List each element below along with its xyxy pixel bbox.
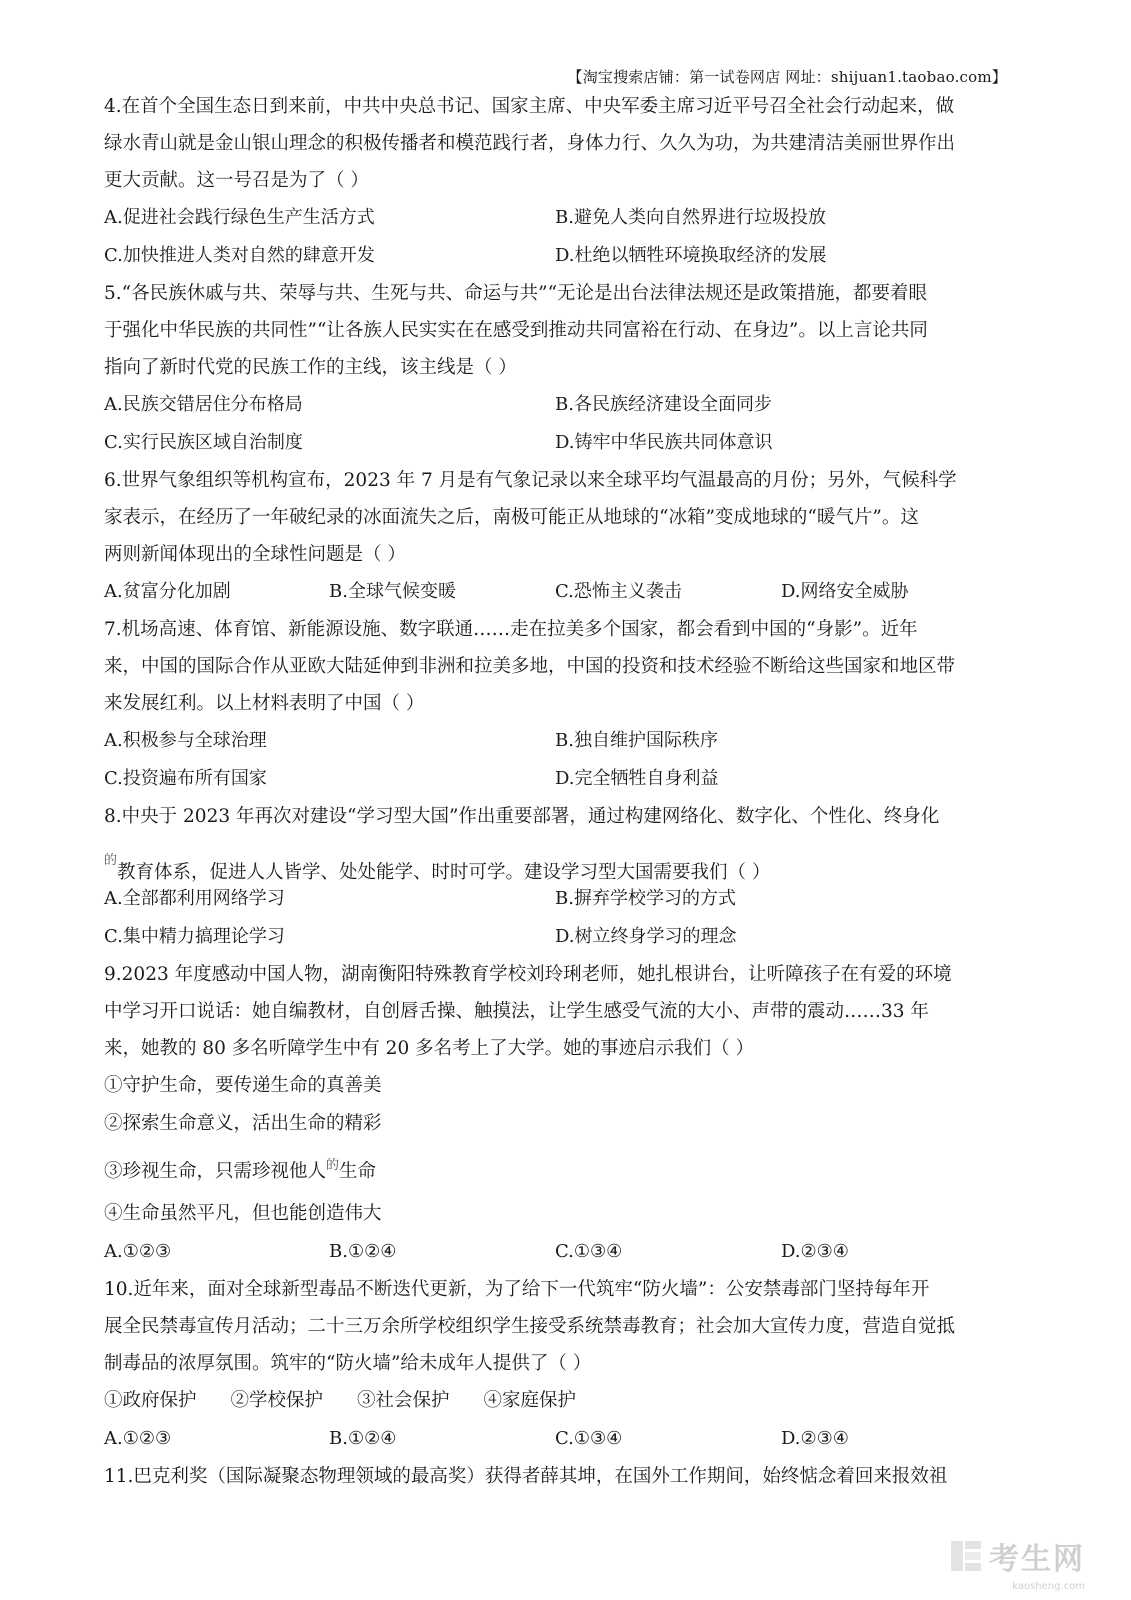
question-stem-line: 7.机场高速、体育馆、新能源设施、数字联通……走在拉美多个国家，都会看到中国的“身影”。近年 [104, 619, 918, 640]
option-b: B.全球气候变暖 [329, 581, 456, 602]
stray-char: 的 [326, 1158, 340, 1173]
question-stem-line: 展全民禁毒宣传月活动；二十三万余所学校组织学生接受系统禁毒教育；社会加大宣传力度，营造自觉抵 [104, 1316, 956, 1337]
question-stem-line: 制毒品的浓厚氛围。筑牢的“防火墙”给未成年人提供了（ ） [104, 1353, 592, 1374]
question-stem-line: 于强化中华民族的共同性”“让各族人民实实在在感受到推动共同富裕在行动、在身边”。以上言论共同 [104, 320, 928, 341]
options-row [104, 760, 1034, 798]
question-4 [104, 88, 1034, 199]
question-stem-line: 4.在首个全国生态日到来前，中共中央总书记、国家主席、中央军委主席习近平号召全社会行动起来，做 [104, 96, 955, 117]
stray-char: 的 [104, 853, 118, 868]
watermark-url: kaosheng.com [1012, 1581, 1085, 1592]
exam-content [104, 88, 1034, 1495]
option-d: D.②③④ [781, 1428, 849, 1449]
option-d: D.网络安全威胁 [781, 581, 909, 602]
option-c: C.集中精力搞理论学习 [104, 926, 285, 947]
option-d: D.铸牢中华民族共同体意识 [555, 432, 773, 453]
statement-item [104, 1143, 1034, 1195]
option-b: B.①②④ [329, 1241, 397, 1262]
option-a: A.积极参与全球治理 [104, 730, 267, 751]
option-d: D.②③④ [781, 1241, 849, 1262]
question-stem-line: 家表示，在经历了一年破纪录的冰面流失之后，南极可能正从地球的“冰箱”变成地球的“暖气片”。这 [104, 507, 919, 528]
question-stem-line: 6.世界气象组织等机构宣布，2023 年 7 月是有气象记录以来全球平均气温最高的月份；另外，气候科学 [104, 470, 957, 491]
question-stem-line: 指向了新时代党的民族工作的主线，该主线是（ ） [104, 357, 517, 378]
statement-item: ①政府保护 [104, 1390, 197, 1411]
option-b: B.各民族经济建设全面同步 [555, 394, 772, 415]
statement-item: ③社会保护 [357, 1390, 450, 1411]
question-8 [104, 798, 1034, 883]
question-7 [104, 611, 1034, 722]
option-c: C.①③④ [555, 1428, 623, 1449]
statement-text: 生命 [339, 1161, 377, 1182]
option-a: A.促进社会践行绿色生产生活方式 [104, 207, 375, 228]
options-row [104, 1233, 1034, 1271]
statement-item: ④生命虽然平凡，但也能创造伟大 [104, 1203, 382, 1224]
question-5 [104, 275, 1034, 386]
question-stem-line: 中学习开口说话：她自编教材，自创唇舌操、触摸法，让学生感受气流的大小、声带的震动……33 年 [104, 1001, 929, 1022]
option-c: C.实行民族区域自治制度 [104, 432, 303, 453]
option-b: B.独自维护国际秩序 [555, 730, 718, 751]
question-11 [104, 1458, 1034, 1495]
option-c: C.恐怖主义袭击 [555, 581, 682, 602]
question-stem-line: 5.“各民族休戚与共、荣辱与共、生死与共、命运与共”“无论是出台法律法规还是政策措施，都要着眼 [104, 283, 928, 304]
question-stem-line: 11.巴克利奖（国际凝聚态物理领域的最高奖）获得者薛其坤，在国外工作期间，始终惦念着回来报效祖 [104, 1466, 948, 1487]
option-a: A.贫富分化加剧 [104, 581, 231, 602]
question-stem-line: 10.近年来，面对全球新型毒品不断迭代更新，为了给下一代筑牢“防火墙”：公安禁毒部门坚持每年开 [104, 1279, 930, 1300]
watermark-logo [949, 1534, 1085, 1592]
options-row [104, 880, 1034, 918]
options-row [104, 237, 1034, 275]
question-stem-line: 9.2023 年度感动中国人物，湖南衡阳特殊教育学校刘玲琍老师，她扎根讲台，让听障孩子在有爱的环境 [104, 964, 952, 985]
statement-item: ④家庭保护 [483, 1390, 577, 1411]
options-row [104, 573, 1034, 611]
question-10 [104, 1271, 1034, 1382]
watermark-text: 考生网 [989, 1542, 1085, 1577]
statement-item: ②学校保护 [230, 1390, 324, 1411]
option-d: D.树立终身学习的理念 [555, 926, 737, 947]
question-stem-line: 来，她教的 80 多名听障学生中有 20 多名考上了大学。她的事迹启示我们（ ） [104, 1038, 754, 1059]
question-stem-line: 绿水青山就是金山银山理念的积极传播者和模范践行者，身体力行、久久为功，为共建清洁美丽世界作出 [104, 133, 956, 154]
option-d: D.杜绝以牺牲环境换取经济的发展 [555, 245, 827, 266]
options-row [104, 424, 1034, 462]
header-shop-info: 【淘宝搜索店铺：第一试卷网店 网址：shijuan1.taobao.com】 [567, 68, 1007, 86]
option-a: A.全部都利用网络学习 [104, 888, 285, 909]
statement-item: ①守护生命，要传递生命的真善美 [104, 1075, 382, 1096]
question-stem-line: 来，中国的国际合作从亚欧大陆延伸到非洲和拉美多地，中国的投资和技术经验不断给这些国家和地区带 [104, 656, 956, 677]
option-a: A.民族交错居住分布格局 [104, 394, 303, 415]
option-c: C.①③④ [555, 1241, 623, 1262]
options-row [104, 199, 1034, 237]
options-row [104, 722, 1034, 760]
option-b: B.摒弃学校学习的方式 [555, 888, 736, 909]
question-stem-line: 两则新闻体现出的全球性问题是（ ） [104, 544, 406, 565]
option-b: B.避免人类向自然界进行垃圾投放 [555, 207, 826, 228]
option-a: A.①②③ [104, 1241, 172, 1262]
question-stem-line [104, 835, 1034, 883]
question-stem-line: 更大贡献。这一号召是为了（ ） [104, 170, 369, 191]
option-a: A.①②③ [104, 1428, 172, 1449]
question-stem-line: 8.中央于 2023 年再次对建设“学习型大国”作出重要部署，通过构建网络化、数字化、个性化、终身化 [104, 806, 940, 827]
statement-text: ③珍视生命，只需珍视他人 [104, 1161, 327, 1182]
question-stem-line: 来发展红利。以上材料表明了中国（ ） [104, 693, 425, 714]
question-stem-text: 教育体系，促进人人皆学、处处能学、时时可学。建设学习型大国需要我们（ ） [117, 862, 771, 883]
statement-items-row [104, 1382, 1034, 1420]
option-c: C.投资遍布所有国家 [104, 768, 267, 789]
question-6 [104, 462, 1034, 573]
option-c: C.加快推进人类对自然的肆意开发 [104, 245, 375, 266]
option-d: D.完全牺牲自身利益 [555, 768, 719, 789]
option-b: B.①②④ [329, 1428, 397, 1449]
options-row [104, 1420, 1034, 1458]
options-row [104, 918, 1034, 956]
question-9 [104, 956, 1034, 1067]
options-row [104, 386, 1034, 424]
statement-item: ②探索生命意义，活出生命的精彩 [104, 1113, 382, 1134]
kaosheng-logo-icon [949, 1537, 983, 1575]
